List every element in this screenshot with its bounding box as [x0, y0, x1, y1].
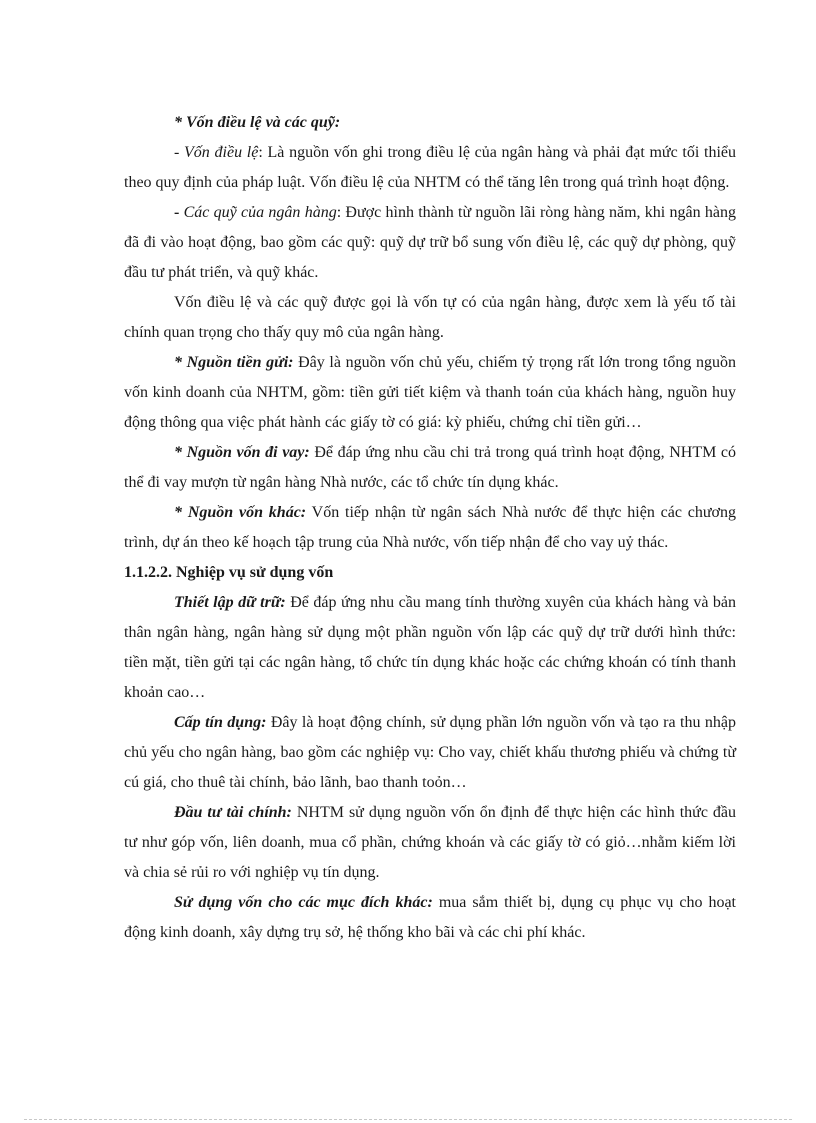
paragraph-other-uses	[124, 888, 736, 948]
term-label: Sử dụng vốn cho các mục đích khác:	[174, 894, 433, 911]
paragraph-deposits	[124, 348, 736, 438]
paragraph-text: Đây là nguồn vốn chủ yếu, chiếm tỷ trọng rất lớn trong tổng nguồn vốn kinh doanh của NHTM, gồm: tiền gửi tiết kiệm và thanh toán của khách hàng, nguồn huy động thông qua việc phát hành các giấy tờ có giá: kỳ phiếu, chứng chỉ tiền gửi…	[124, 354, 737, 431]
paragraph-bank-funds	[124, 198, 736, 288]
dash-marker: -	[174, 204, 184, 221]
page-bottom-rule	[24, 1119, 792, 1120]
term-label: Đầu tư tài chính:	[174, 804, 292, 821]
document-page	[124, 108, 736, 948]
term-label: * Nguồn tiền gửi:	[174, 354, 294, 371]
term-label: Thiết lập dữ trữ:	[174, 594, 286, 611]
paragraph-reserves	[124, 588, 736, 708]
subheading-text: * Vốn điều lệ và các quỹ:	[174, 114, 341, 131]
term-label: Cấp tín dụng:	[174, 714, 267, 731]
paragraph-investment	[124, 798, 736, 888]
paragraph-other-sources	[124, 498, 736, 558]
section-heading: 1.1.2.2. Nghiệp vụ sử dụng vốn	[124, 564, 334, 581]
paragraph-text: NHTM sử dụng nguồn vốn ổn định để thực hiện các hình thức đầu tư như góp vốn, liên doanh, mua cổ phần, chứng khoán và các giấy tờ có giỏ…nhằm kiếm lời và chia sẻ rủi ro với nghiệp vụ tín dụng.	[124, 804, 736, 881]
paragraph-text: : Được hình thành từ nguồn lãi ròng hàng năm, khi ngân hàng đã đi vào hoạt động, bao gồm các quỹ: quỹ dự trữ bổ sung vốn điều lệ, các quỹ dự phòng, quỹ đầu tư phát triển, và quỹ khác.	[124, 204, 736, 281]
term-label: * Nguồn vốn đi vay:	[174, 444, 310, 461]
term-label: * Nguồn vốn khác:	[174, 504, 307, 521]
paragraph-own-capital	[124, 288, 736, 348]
paragraph-borrowed	[124, 438, 736, 498]
paragraph-charter-capital	[124, 138, 736, 198]
paragraph-text: Để đáp ứng nhu cầu mang tính thường xuyên của khách hàng và bản thân ngân hàng, ngân hàng sử dụng một phần nguồn vốn lập các quỹ dự trữ dưới hình thức: tiền mặt, tiền gửi tại các ngân hàng, tổ chức tín dụng khác hoặc các chứng khoán có tính thanh khoản cao…	[124, 594, 737, 701]
subheading-charter-capital	[124, 108, 736, 138]
paragraph-text: Vốn tiếp nhận từ ngân sách Nhà nước để thực hiện các chương trình, dự án theo kế hoạch tập trung của Nhà nước, vốn tiếp nhận để cho vay uỷ thác.	[124, 504, 736, 551]
paragraph-text: Đây là hoạt động chính, sử dụng phần lớn nguồn vốn và tạo ra thu nhập chủ yếu cho ngân hàng, bao gồm các nghiệp vụ: Cho vay, chiết khấu thương phiếu và chứng từ cú giá, cho thuê tài chính, bảo lãnh, bao thanh toỏn…	[124, 714, 737, 791]
paragraph-credit	[124, 708, 736, 798]
term-label: Các quỹ của ngân hàng	[183, 204, 337, 221]
paragraph-text: : Là nguồn vốn ghi trong điều lệ của ngân hàng và phải đạt mức tối thiểu theo quy định của pháp luật. Vốn điều lệ của NHTM có thể tăng lên trong quá trình hoạt động.	[124, 144, 736, 191]
paragraph-text: mua sắm thiết bị, dụng cụ phục vụ cho hoạt động kinh doanh, xây dựng trụ sở, hệ thống kho bãi và các chi phí khác.	[124, 894, 737, 941]
paragraph-text: Vốn điều lệ và các quỹ được gọi là vốn tự có của ngân hàng, được xem là yếu tố tài chính quan trọng cho thấy quy mô của ngân hàng.	[124, 294, 736, 341]
term-label: - Vốn điều lệ	[174, 144, 259, 161]
paragraph-text: Để đáp ứng nhu cầu chi trả trong quá trình hoạt động, NHTM có thể đi vay mượn từ ngân hàng Nhà nước, các tổ chức tín dụng khác.	[124, 444, 737, 491]
